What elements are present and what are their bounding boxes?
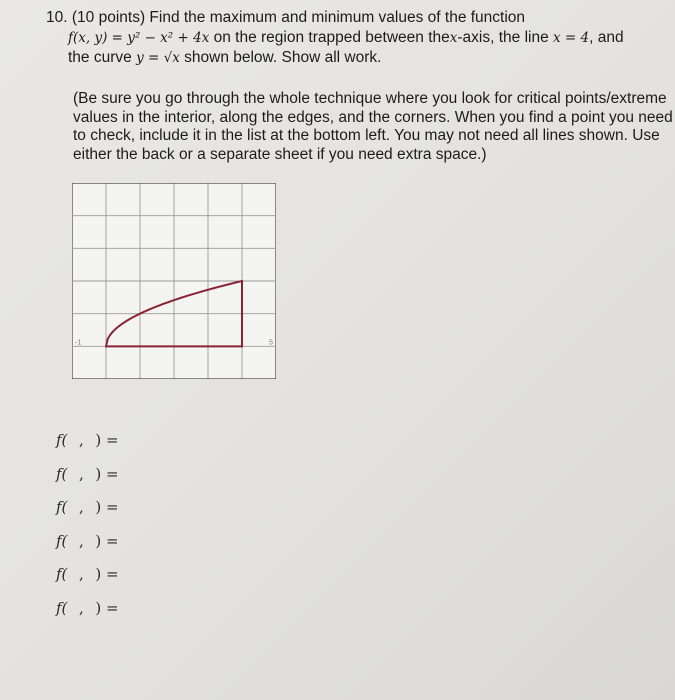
instructions-line: (Be sure you go through the whole technique where you look for critical points/extreme <box>73 90 667 107</box>
answer-fn: f( <box>56 498 68 516</box>
answer-comma: , <box>79 565 84 583</box>
answer-row <box>56 465 119 499</box>
problem-line1-text: Find the maximum and minimum values of the function <box>149 9 526 26</box>
answer-row <box>56 532 119 566</box>
answer-fn: f( <box>56 565 68 583</box>
answer-comma: , <box>79 464 84 483</box>
problem-line-2 <box>46 28 666 48</box>
instructions-line: either the back or a separate sheet if you need extra space.) <box>73 145 487 163</box>
problem-statement <box>46 8 666 68</box>
tick-label-left: -1 <box>75 339 82 347</box>
problem-points: (10 points) <box>71 9 146 26</box>
instructions-line: values in the interior, along the edges, and the corners. When you find a point you need <box>73 108 673 126</box>
x-symbol: x <box>449 30 458 46</box>
problem-number: 10. <box>46 9 68 26</box>
problem-line-1 <box>46 8 666 28</box>
problem-line3-end: shown below. Show all work. <box>184 49 382 66</box>
answer-close: ) = <box>95 464 119 483</box>
answer-row <box>56 599 119 633</box>
answer-row <box>56 498 119 532</box>
answer-comma: , <box>79 498 84 516</box>
answer-fn: f( <box>56 598 68 617</box>
answer-comma: , <box>79 431 84 449</box>
problem-line2-end: , and <box>589 29 624 46</box>
problem-line2-axis: -axis, the line <box>457 29 549 46</box>
answer-row <box>56 431 119 465</box>
answer-list <box>56 431 119 632</box>
answer-comma: , <box>79 531 84 550</box>
problem-line3-start: the curve <box>68 49 132 66</box>
answer-close: ) = <box>95 531 119 550</box>
answer-close: ) = <box>95 598 119 617</box>
problem-line-3 <box>46 48 666 68</box>
curve-equation: y = √x <box>136 50 180 66</box>
answer-fn: f( <box>56 531 68 550</box>
answer-fn: f( <box>56 431 68 449</box>
function-expression: f(x, y) = y² − x² + 4x <box>68 30 210 46</box>
answer-row <box>56 565 119 599</box>
answer-close: ) = <box>95 498 119 516</box>
instructions-line: to check, include it in the list at the bottom left. You may not need all lines shown. Use <box>73 127 660 144</box>
answer-comma: , <box>79 598 84 617</box>
line-equation: x = 4 <box>553 30 590 46</box>
answer-close: ) = <box>95 431 119 449</box>
problem-line2-mid: on the region trapped between the <box>213 29 450 46</box>
instructions-paragraph <box>73 90 673 164</box>
answer-close: ) = <box>95 565 119 583</box>
answer-fn: f( <box>56 464 68 483</box>
tick-label-right: 5 <box>269 339 273 347</box>
region-graph <box>72 183 276 379</box>
